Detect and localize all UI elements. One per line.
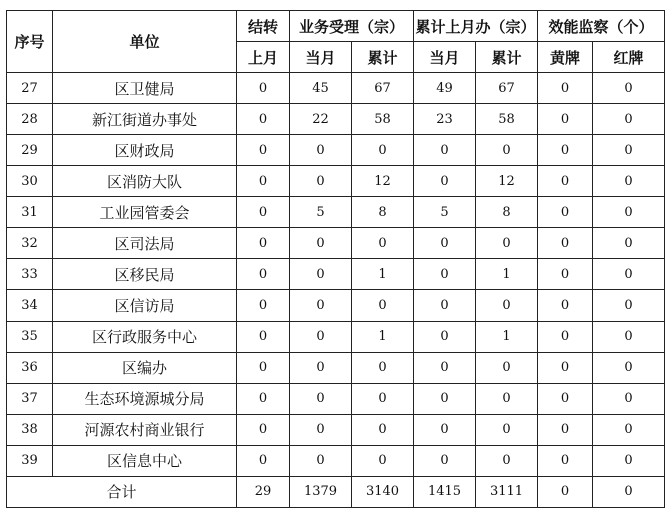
cell-prev-month: 0 (414, 383, 476, 414)
cell-cum: 1 (352, 259, 414, 290)
cell-red: 0 (593, 104, 665, 135)
cell-prev-month: 0 (414, 166, 476, 197)
cell-month: 0 (290, 290, 352, 321)
cell-yellow: 0 (538, 166, 593, 197)
cell-yellow: 0 (538, 135, 593, 166)
cell-red: 0 (593, 135, 665, 166)
cell-month: 0 (290, 352, 352, 383)
table-row (7, 259, 665, 290)
header-red: 红牌 (593, 42, 665, 73)
cell-seq: 28 (7, 104, 53, 135)
cell-red: 0 (593, 383, 665, 414)
cell-cum: 58 (352, 104, 414, 135)
cell-carry: 0 (237, 445, 290, 476)
cell-unit: 区财政局 (53, 135, 237, 166)
cell-unit: 区司法局 (53, 228, 237, 259)
cell-cum: 0 (352, 290, 414, 321)
cell-month: 0 (290, 135, 352, 166)
cell-month: 5 (290, 197, 352, 228)
cell-cum: 8 (352, 197, 414, 228)
header-this-month: 当月 (290, 42, 352, 73)
cell-carry: 0 (237, 383, 290, 414)
cell-prev-month: 0 (414, 259, 476, 290)
cell-red: 0 (593, 73, 665, 104)
cell-month: 0 (290, 445, 352, 476)
cell-prev-month: 0 (414, 414, 476, 445)
header-yellow: 黄牌 (538, 42, 593, 73)
cell-prev-month: 0 (414, 135, 476, 166)
cell-month: 0 (290, 259, 352, 290)
cell-prev-cum: 0 (476, 445, 538, 476)
cell-unit: 区信息中心 (53, 445, 237, 476)
header-row-1 (7, 11, 665, 42)
cell-yellow: 0 (538, 73, 593, 104)
total-prev-cum: 3111 (476, 476, 538, 507)
cell-red: 0 (593, 290, 665, 321)
cell-yellow: 0 (538, 197, 593, 228)
cell-carry: 0 (237, 321, 290, 352)
cell-carry: 0 (237, 352, 290, 383)
header-business: 业务受理（宗） (290, 11, 414, 42)
header-total-2: 累计 (476, 42, 538, 73)
cell-yellow: 0 (538, 445, 593, 476)
cell-prev-cum: 8 (476, 197, 538, 228)
header-last-month: 上月 (237, 42, 290, 73)
header-carry: 结转 (237, 11, 290, 42)
cell-month: 0 (290, 383, 352, 414)
table-row (7, 135, 665, 166)
total-label: 合计 (7, 476, 237, 507)
cell-month: 0 (290, 228, 352, 259)
total-prev-month: 1415 (414, 476, 476, 507)
cell-unit: 区信访局 (53, 290, 237, 321)
cell-unit: 区行政服务中心 (53, 321, 237, 352)
cell-unit: 区消防大队 (53, 166, 237, 197)
cell-red: 0 (593, 352, 665, 383)
cell-cum: 0 (352, 414, 414, 445)
cell-month: 45 (290, 73, 352, 104)
cell-unit: 河源农村商业银行 (53, 414, 237, 445)
cell-yellow: 0 (538, 290, 593, 321)
cell-prev-cum: 0 (476, 352, 538, 383)
cell-prev-cum: 0 (476, 414, 538, 445)
total-carry: 29 (237, 476, 290, 507)
cell-month: 0 (290, 321, 352, 352)
cell-prev-month: 0 (414, 228, 476, 259)
cell-unit: 新江街道办事处 (53, 104, 237, 135)
cell-yellow: 0 (538, 383, 593, 414)
cell-seq: 36 (7, 352, 53, 383)
cell-seq: 27 (7, 73, 53, 104)
cell-month: 0 (290, 414, 352, 445)
cell-unit: 区编办 (53, 352, 237, 383)
cell-yellow: 0 (538, 321, 593, 352)
cell-seq: 35 (7, 321, 53, 352)
cell-unit: 工业园管委会 (53, 197, 237, 228)
cell-unit: 区卫健局 (53, 73, 237, 104)
cell-carry: 0 (237, 290, 290, 321)
cell-seq: 33 (7, 259, 53, 290)
cell-yellow: 0 (538, 228, 593, 259)
cell-cum: 0 (352, 352, 414, 383)
total-yellow: 0 (538, 476, 593, 507)
cell-prev-cum: 58 (476, 104, 538, 135)
cell-cum: 0 (352, 228, 414, 259)
table-row (7, 383, 665, 414)
table-row (7, 197, 665, 228)
cell-prev-month: 0 (414, 445, 476, 476)
cell-carry: 0 (237, 414, 290, 445)
cell-seq: 30 (7, 166, 53, 197)
cell-yellow: 0 (538, 352, 593, 383)
cell-prev-cum: 0 (476, 383, 538, 414)
table-row (7, 228, 665, 259)
header-total: 累计 (352, 42, 414, 73)
table-row (7, 445, 665, 476)
cell-cum: 0 (352, 383, 414, 414)
cell-prev-cum: 0 (476, 290, 538, 321)
cell-carry: 0 (237, 73, 290, 104)
cell-month: 0 (290, 166, 352, 197)
header-cumulative-prev: 累计上月办（宗） (414, 11, 538, 42)
cell-carry: 0 (237, 259, 290, 290)
cell-unit: 生态环境源城分局 (53, 383, 237, 414)
cell-red: 0 (593, 445, 665, 476)
cell-month: 22 (290, 104, 352, 135)
cell-prev-cum: 1 (476, 259, 538, 290)
cell-seq: 38 (7, 414, 53, 445)
cell-seq: 32 (7, 228, 53, 259)
cell-prev-cum: 67 (476, 73, 538, 104)
cell-seq: 39 (7, 445, 53, 476)
cell-cum: 0 (352, 135, 414, 166)
cell-yellow: 0 (538, 104, 593, 135)
table-row (7, 73, 665, 104)
cell-prev-month: 49 (414, 73, 476, 104)
cell-carry: 0 (237, 228, 290, 259)
total-month: 1379 (290, 476, 352, 507)
table-row (7, 414, 665, 445)
cell-red: 0 (593, 414, 665, 445)
cell-red: 0 (593, 228, 665, 259)
cell-seq: 31 (7, 197, 53, 228)
cell-prev-cum: 0 (476, 135, 538, 166)
cell-cum: 1 (352, 321, 414, 352)
cell-yellow: 0 (538, 414, 593, 445)
cell-red: 0 (593, 321, 665, 352)
report-table (6, 10, 665, 508)
table-row (7, 321, 665, 352)
table-row (7, 166, 665, 197)
cell-prev-month: 0 (414, 352, 476, 383)
cell-carry: 0 (237, 197, 290, 228)
cell-seq: 37 (7, 383, 53, 414)
cell-red: 0 (593, 197, 665, 228)
table-row (7, 290, 665, 321)
cell-cum: 0 (352, 445, 414, 476)
header-this-month-2: 当月 (414, 42, 476, 73)
cell-prev-month: 5 (414, 197, 476, 228)
cell-red: 0 (593, 259, 665, 290)
header-efficiency: 效能监察（个） (538, 11, 665, 42)
total-cum: 3140 (352, 476, 414, 507)
cell-prev-month: 0 (414, 290, 476, 321)
cell-cum: 67 (352, 73, 414, 104)
cell-prev-cum: 1 (476, 321, 538, 352)
total-row (7, 476, 665, 507)
header-unit: 单位 (53, 11, 237, 73)
cell-unit: 区移民局 (53, 259, 237, 290)
cell-carry: 0 (237, 104, 290, 135)
cell-carry: 0 (237, 166, 290, 197)
cell-prev-month: 0 (414, 321, 476, 352)
cell-prev-month: 23 (414, 104, 476, 135)
cell-carry: 0 (237, 135, 290, 166)
total-red: 0 (593, 476, 665, 507)
cell-seq: 29 (7, 135, 53, 166)
cell-cum: 12 (352, 166, 414, 197)
cell-prev-cum: 12 (476, 166, 538, 197)
table-row (7, 352, 665, 383)
cell-prev-cum: 0 (476, 228, 538, 259)
cell-seq: 34 (7, 290, 53, 321)
cell-yellow: 0 (538, 259, 593, 290)
table-row (7, 104, 665, 135)
cell-red: 0 (593, 166, 665, 197)
header-seq: 序号 (7, 11, 53, 73)
